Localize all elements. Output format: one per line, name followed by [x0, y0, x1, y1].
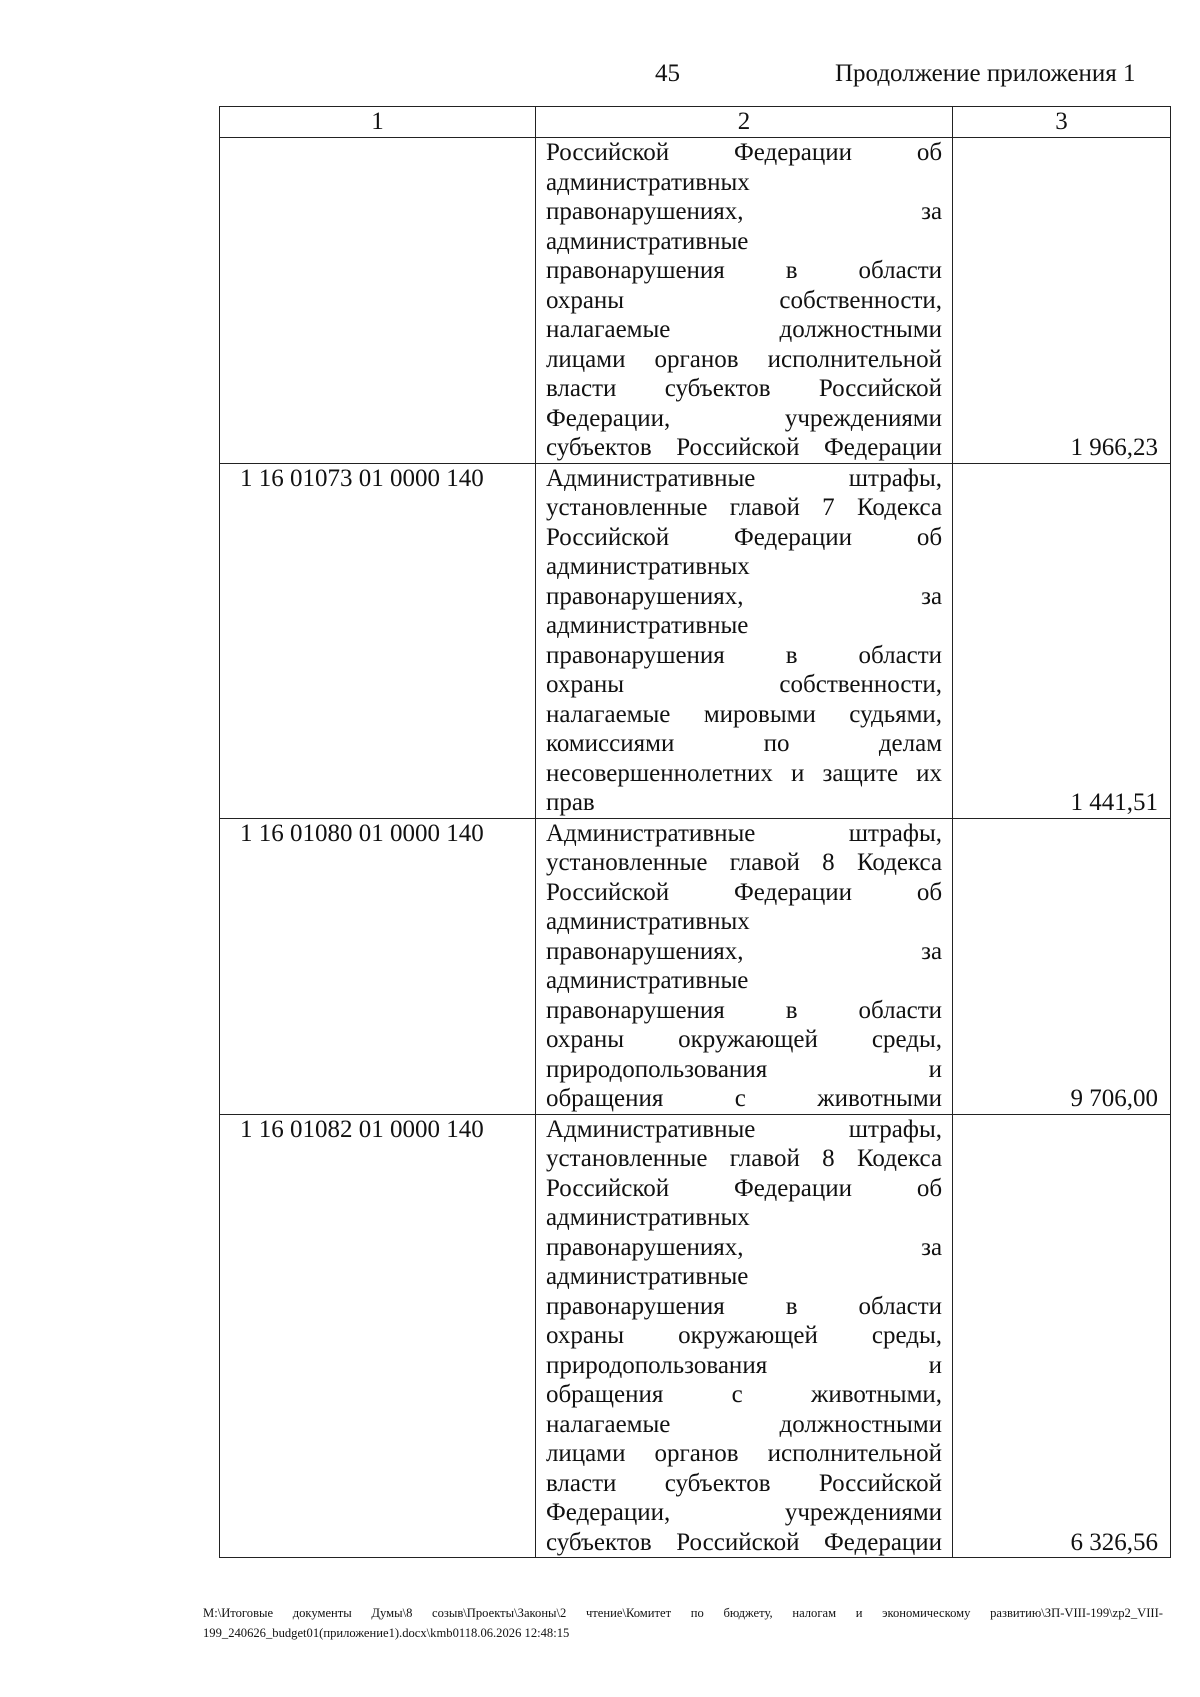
description-line: прав	[545, 789, 595, 816]
description-line: Федерации, учреждениями	[545, 404, 943, 432]
description-cell	[535, 1114, 952, 1558]
description-line: административные	[545, 967, 749, 994]
description-line: правонарушения в области	[545, 1292, 943, 1320]
revenue-table	[219, 106, 1171, 1558]
description-cell	[535, 818, 952, 1114]
amount-value: 1 441,51	[1070, 789, 1158, 816]
description-line: правонарушениях, за	[545, 582, 943, 610]
column-header-3: 3	[953, 107, 1171, 138]
amount-cell	[953, 1114, 1171, 1558]
budget-code-cell: 1 16 01073 01 0000 140	[220, 463, 536, 818]
description-line: административные	[545, 227, 749, 255]
budget-code-cell: 1 16 01082 01 0000 140	[220, 1114, 536, 1558]
amount-value: 6 326,56	[1070, 1528, 1158, 1556]
description-line: природопользования и	[545, 1055, 943, 1083]
description-line: субъектов Российской Федерации	[545, 1528, 943, 1556]
description-line: Российской Федерации об	[545, 523, 943, 551]
description-line: административных	[545, 1204, 750, 1231]
table-header-row	[220, 107, 1171, 138]
description-line: лицами органов исполнительной	[545, 345, 943, 373]
description-cell	[535, 138, 952, 464]
description-line: установленные главой 7 Кодекса	[545, 494, 943, 521]
column-header-1: 1	[220, 107, 536, 138]
amount-cell	[953, 138, 1171, 464]
continuation-title: Продолжение приложения 1	[835, 60, 1136, 87]
description-line: правонарушения в области	[545, 257, 943, 284]
description-line: обращения с животными	[545, 1085, 943, 1112]
table-row	[220, 463, 1171, 818]
description-line: Российской Федерации об	[545, 1174, 943, 1202]
budget-code-cell: 1 16 01080 01 0000 140	[220, 818, 536, 1114]
description-line: налагаемые мировыми судьями,	[545, 700, 943, 728]
description-line: охраны собственности,	[545, 671, 943, 698]
description-line: административные	[545, 612, 749, 639]
description-line: установленные главой 8 Кодекса	[545, 1145, 943, 1172]
page-number: 45	[655, 60, 680, 87]
description-line: несовершеннолетних и защите их	[545, 759, 943, 787]
description-line: Российской Федерации об	[545, 878, 943, 906]
description-line: обращения с животными,	[545, 1381, 943, 1408]
description-line: охраны окружающей среды,	[545, 1026, 943, 1053]
description-line: комиссиями по делам	[545, 730, 943, 757]
description-line: установленные главой 8 Кодекса	[545, 849, 943, 876]
amount-value: 9 706,00	[1070, 1085, 1158, 1112]
table-row	[220, 138, 1171, 464]
description-line: Административные штрафы,	[545, 819, 943, 847]
description-line: административных	[545, 908, 750, 935]
budget-code-cell	[220, 138, 536, 464]
description-line: налагаемые должностными	[545, 316, 943, 343]
document-path-footer: M:\Итоговые документы Думы\8 созыв\Проекты\Законы\2 чтение\Комитет по бюджету, налогам и экономическому развитию\ЗП-VIII-199\zp2_VIII-199_240626_budget01(приложение1).docx\kmb0118.06.2026 12:48:15	[203, 1606, 1163, 1640]
description-line: правонарушениях, за	[545, 198, 943, 225]
description-line: правонарушениях, за	[545, 1233, 943, 1261]
amount-value: 1 966,23	[1070, 434, 1158, 461]
description-line: правонарушения в области	[545, 641, 943, 669]
description-line: административные	[545, 1263, 749, 1290]
table-row	[220, 1114, 1171, 1558]
table-row	[220, 818, 1171, 1114]
description-line: охраны окружающей среды,	[545, 1322, 943, 1349]
description-line: Административные штрафы,	[545, 464, 943, 492]
description-line: власти субъектов Российской	[545, 375, 943, 402]
description-line: правонарушениях, за	[545, 937, 943, 965]
description-line: правонарушения в области	[545, 996, 943, 1024]
description-line: административных	[545, 168, 750, 196]
description-line: охраны собственности,	[545, 286, 943, 314]
description-line: налагаемые должностными	[545, 1410, 943, 1438]
description-line: природопользования и	[545, 1351, 943, 1379]
description-line: власти субъектов Российской	[545, 1469, 943, 1497]
description-line: Административные штрафы,	[545, 1115, 943, 1143]
description-cell	[535, 463, 952, 818]
description-line: административных	[545, 553, 750, 580]
description-line: Российской Федерации об	[545, 139, 943, 166]
column-header-2: 2	[535, 107, 952, 138]
description-line: Федерации, учреждениями	[545, 1499, 943, 1526]
description-line: субъектов Российской Федерации	[545, 434, 943, 461]
description-line: лицами органов исполнительной	[545, 1440, 943, 1467]
amount-cell	[953, 818, 1171, 1114]
amount-cell	[953, 463, 1171, 818]
